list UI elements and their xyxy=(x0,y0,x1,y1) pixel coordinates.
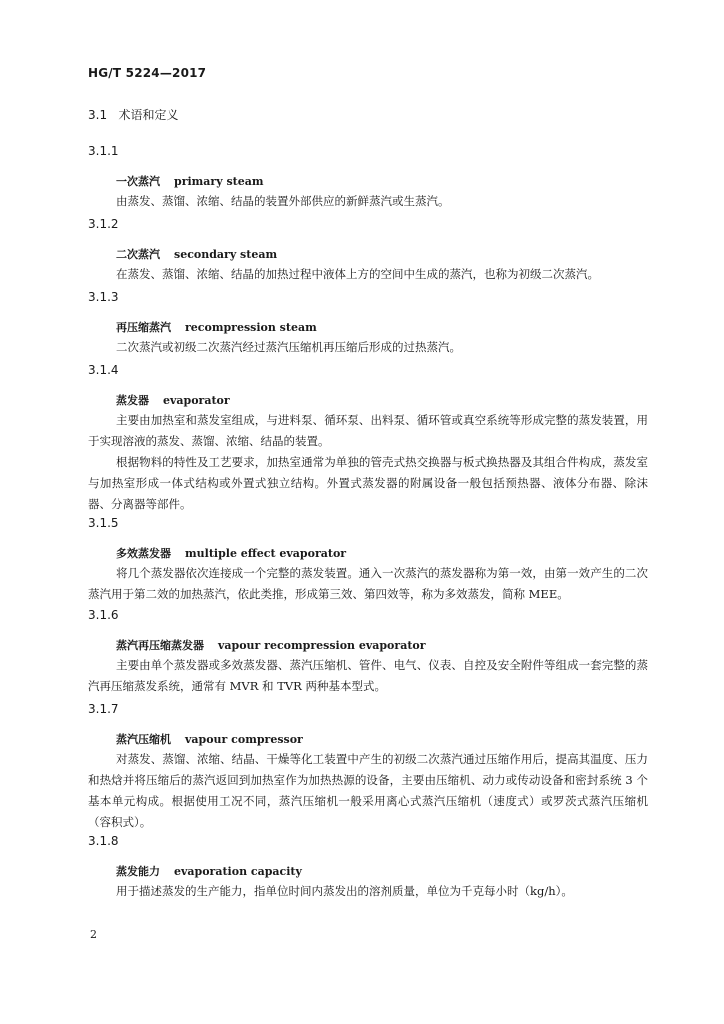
entry-term xyxy=(88,246,648,264)
definition-paragraph: 根据物料的特性及工艺要求，加热室通常为单独的管壳式热交换器与板式换热器及其组合件构成，蒸发室与加热室形成一体式结构或外置式独立结构。外置式蒸发器的附属设备一般包括预热器、液体分布器、除沫器、分离器等部件。 xyxy=(88,455,648,511)
definition-paragraph: 将几个蒸发器依次连接成一个完整的蒸发装置。通入一次蒸汽的蒸发器称为第一效，由第一效产生的二次蒸汽用于第二效的加热蒸汽，依此类推，形成第三效、第四效等，称为多效蒸发，简称 MEE。 xyxy=(88,566,648,601)
definition-paragraph: 二次蒸汽或初级二次蒸汽经过蒸汽压缩机再压缩后形成的过热蒸汽。 xyxy=(116,340,461,354)
term-english: vapour compressor xyxy=(185,733,303,746)
definition-paragraph: 在蒸发、蒸馏、浓缩、结晶的加热过程中液体上方的空间中生成的蒸汽，也称为初级二次蒸汽。 xyxy=(116,267,599,281)
term-chinese: 蒸发能力 xyxy=(116,865,160,878)
definition-paragraph: 用于描述蒸发的生产能力，指单位时间内蒸发出的溶剂质量，单位为千克每小时（kg/h）。 xyxy=(116,884,573,898)
term-chinese: 蒸汽再压缩蒸发器 xyxy=(116,639,204,652)
term-entry-3-1-3 xyxy=(88,288,648,358)
entry-term xyxy=(88,545,648,563)
term-chinese: 一次蒸汽 xyxy=(116,175,160,188)
page-number: 2 xyxy=(90,928,97,941)
entry-term xyxy=(88,173,648,191)
entry-number: 3.1.1 xyxy=(88,144,119,158)
term-entry-3-1-5 xyxy=(88,514,648,605)
standard-code: HG/T 5224—2017 xyxy=(88,66,207,80)
entry-number: 3.1.6 xyxy=(88,608,119,622)
entry-number: 3.1.5 xyxy=(88,516,119,530)
term-entry-3-1-1 xyxy=(88,142,648,212)
entry-number: 3.1.8 xyxy=(88,834,119,848)
term-chinese: 蒸汽压缩机 xyxy=(116,733,171,746)
entry-number: 3.1.4 xyxy=(88,363,119,377)
term-entry-3-1-2 xyxy=(88,215,648,285)
definition-paragraph: 主要由单个蒸发器或多效蒸发器、蒸汽压缩机、管件、电气、仪表、自控及安全附件等组成一套完整的蒸汽再压缩蒸发系统，通常有 MVR 和 TVR 两种基本型式。 xyxy=(88,658,648,693)
section-heading xyxy=(88,106,179,123)
definition-paragraph: 由蒸发、蒸馏、浓缩、结晶的装置外部供应的新鲜蒸汽或生蒸汽。 xyxy=(116,194,450,208)
term-english: evaporator xyxy=(163,394,230,407)
term-entry-3-1-6 xyxy=(88,606,648,697)
entry-term xyxy=(88,637,648,655)
term-entry-3-1-7 xyxy=(88,700,648,833)
definition-paragraph: 对蒸发、蒸馏、浓缩、结晶、干燥等化工装置中产生的初级二次蒸汽通过压缩作用后，提高其温度、压力和热焓并将压缩后的蒸汽返回到加热室作为加热热源的设备，主要由压缩机、动力或传动设备和密封系统 3 个基本单元构成。根据使用工况不同，蒸汽压缩机一般采用离心式蒸汽压缩机（速度式）或罗茨式蒸汽压缩机（容积式）。 xyxy=(88,752,648,829)
entry-term xyxy=(88,863,648,881)
term-chinese: 蒸发器 xyxy=(116,394,149,407)
entry-term xyxy=(88,392,648,410)
section-title: 术语和定义 xyxy=(118,108,179,122)
term-english: evaporation capacity xyxy=(174,865,302,878)
term-chinese: 再压缩蒸汽 xyxy=(116,321,171,334)
section-number: 3.1 xyxy=(88,108,108,122)
entry-term xyxy=(88,731,648,749)
term-english: primary steam xyxy=(174,175,264,188)
entry-number: 3.1.2 xyxy=(88,217,119,231)
entry-number: 3.1.3 xyxy=(88,290,119,304)
entry-number: 3.1.7 xyxy=(88,702,119,716)
term-english: recompression steam xyxy=(185,321,317,334)
term-chinese: 二次蒸汽 xyxy=(116,248,160,261)
term-entry-3-1-8 xyxy=(88,832,648,902)
entry-term xyxy=(88,319,648,337)
term-english: vapour recompression evaporator xyxy=(218,639,426,652)
term-english: secondary steam xyxy=(174,248,278,261)
term-chinese: 多效蒸发器 xyxy=(116,547,171,560)
term-entry-3-1-4 xyxy=(88,361,648,515)
definition-paragraph: 主要由加热室和蒸发室组成，与进料泵、循环泵、出料泵、循环管或真空系统等形成完整的蒸发装置，用于实现溶液的蒸发、蒸馏、浓缩、结晶的装置。 xyxy=(88,413,648,448)
term-english: multiple effect evaporator xyxy=(185,547,347,560)
